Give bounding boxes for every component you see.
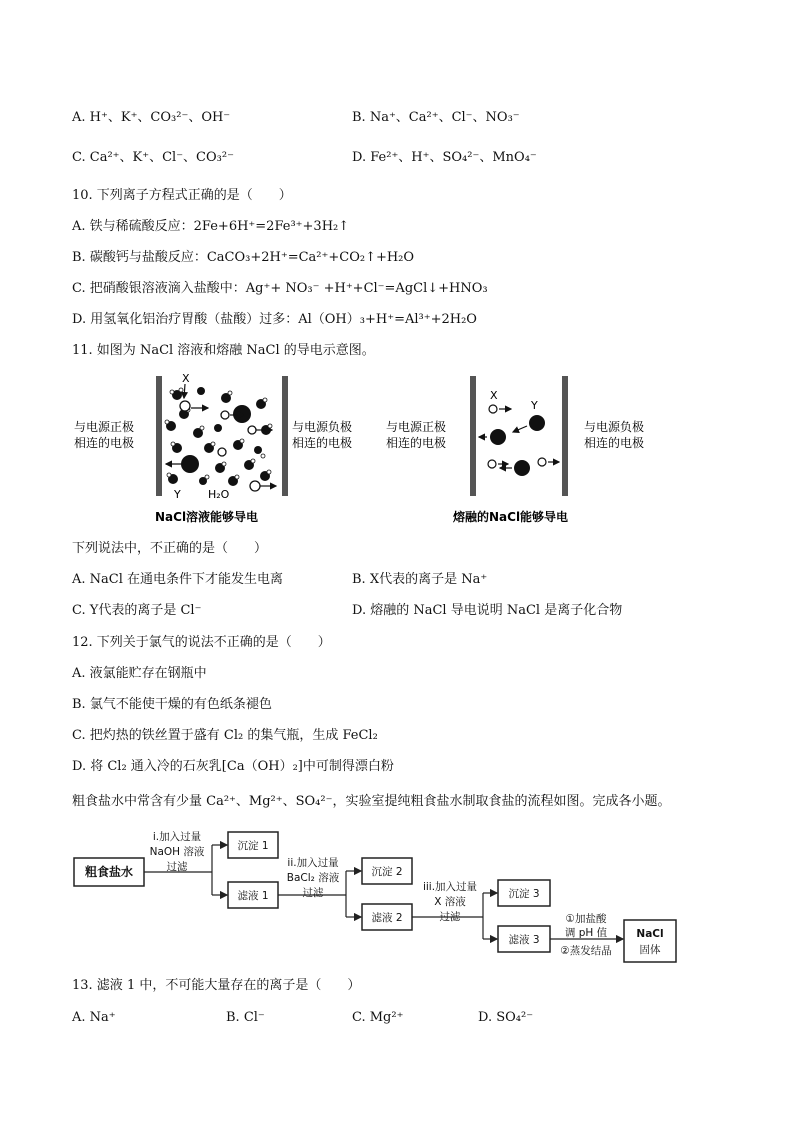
q13-stem: 13. 滤液 1 中，不可能大量存在的离子是（ ） bbox=[72, 978, 361, 993]
flow-step4-line1: ①加盐酸 bbox=[565, 913, 607, 925]
right-electrode bbox=[282, 376, 288, 496]
flow-step2-line3: 过滤 bbox=[302, 887, 324, 899]
q13-option-c: C. Mg²⁺ bbox=[352, 1010, 404, 1025]
q11-option-d: D. 熔融的 NaCl 导电说明 NaCl 是离子化合物 bbox=[352, 603, 623, 618]
q10-option-a: A. 铁与稀硫酸反应：2Fe+6H⁺=2Fe³⁺+3H₂↑ bbox=[72, 219, 350, 234]
flow-step2-line1: ii.加入过量 bbox=[287, 857, 339, 869]
caption-molten: 熔融的NaCl能够导电 bbox=[453, 510, 569, 524]
conductivity-figure bbox=[60, 368, 670, 528]
flow-step3-line1: iii.加入过量 bbox=[422, 881, 478, 893]
cation-3 bbox=[538, 458, 546, 466]
flow-step3-line3: 过滤 bbox=[439, 911, 461, 923]
q12-stem: 12. 下列关于氯气的说法不正确的是（ ） bbox=[72, 635, 331, 650]
q10-option-d: D. 用氢氧化铝治疗胃酸（盐酸）过多：Al（OH）₃+H⁺=Al³⁺+2H₂O bbox=[72, 312, 477, 327]
anion-3 bbox=[514, 460, 530, 476]
flow-precipitate-2: 沉淀 2 bbox=[371, 866, 403, 878]
label-x: X bbox=[182, 372, 190, 385]
flow-step3-line2: X 溶液 bbox=[434, 896, 466, 908]
flow-step1-line2: NaOH 溶液 bbox=[149, 846, 205, 858]
flow-end-line1: NaCl bbox=[636, 928, 664, 940]
q13-option-d: D. SO₄²⁻ bbox=[478, 1010, 534, 1025]
flow-end-line2: 固体 bbox=[639, 944, 661, 956]
q11-option-c: C. Y代表的离子是 Cl⁻ bbox=[72, 603, 202, 618]
flow-filtrate-2: 滤液 2 bbox=[371, 912, 403, 924]
molten-pos-label-2: 相连的电极 bbox=[386, 436, 447, 450]
q12-option-d: D. 将 Cl₂ 通入冷的石灰乳[Ca（OH）₂]中可制得漂白粉 bbox=[72, 759, 394, 774]
q11-ask: 下列说法中，不正确的是（ ） bbox=[72, 541, 268, 556]
q11-option-a: A. NaCl 在通电条件下才能发生电离 bbox=[72, 572, 284, 587]
label-water: H₂O bbox=[208, 488, 230, 501]
neg-electrode-label-2: 相连的电极 bbox=[292, 436, 353, 450]
label-y: Y bbox=[174, 488, 181, 501]
passage-intro: 粗食盐水中常含有少量 Ca²⁺、Mg²⁺、SO₄²⁻，实验室提纯粗食盐水制取食盐的流程如图。完成各小题。 bbox=[72, 794, 671, 809]
flow-step4-line3: ②蒸发结晶 bbox=[560, 945, 612, 957]
q12-option-c: C. 把灼热的铁丝置于盛有 Cl₂ 的集气瓶，生成 FeCl₂ bbox=[72, 728, 378, 743]
molten-right-electrode bbox=[562, 376, 568, 496]
flow-step4-line2: 调 pH 值 bbox=[564, 927, 608, 939]
flow-start: 粗食盐水 bbox=[84, 865, 134, 879]
flow-step2-line2: BaCl₂ 溶液 bbox=[286, 872, 340, 884]
q9-option-d: D. Fe²⁺、H⁺、SO₄²⁻、MnO₄⁻ bbox=[352, 150, 537, 165]
anion-2 bbox=[490, 429, 506, 445]
pos-electrode-label-1: 与电源正极 bbox=[74, 420, 135, 434]
solution-figure bbox=[74, 372, 352, 524]
q10-stem: 10. 下列离子方程式正确的是（ ） bbox=[72, 188, 292, 203]
molten-label-y: Y bbox=[531, 399, 538, 412]
q13-option-b: B. Cl⁻ bbox=[226, 1010, 265, 1025]
molten-pos-label-1: 与电源正极 bbox=[386, 420, 447, 434]
q9-option-c: C. Ca²⁺、K⁺、Cl⁻、CO₃²⁻ bbox=[72, 150, 234, 165]
molten-label-x: X bbox=[490, 389, 498, 402]
flow-precipitate-3: 沉淀 3 bbox=[508, 888, 540, 900]
flow-filtrate-1: 滤液 1 bbox=[237, 890, 269, 902]
pos-electrode-label-2: 相连的电极 bbox=[74, 436, 135, 450]
cation-2 bbox=[488, 460, 496, 468]
q11-option-b: B. X代表的离子是 Na⁺ bbox=[352, 572, 488, 587]
q9-option-a: A. H⁺、K⁺、CO₃²⁻、OH⁻ bbox=[72, 110, 231, 125]
purification-flowchart bbox=[70, 826, 690, 966]
molten-left-electrode bbox=[470, 376, 476, 496]
anion-1 bbox=[529, 415, 545, 431]
neg-electrode-label-1: 与电源负极 bbox=[292, 420, 353, 434]
q12-option-b: B. 氯气不能使干燥的有色纸条褪色 bbox=[72, 697, 272, 712]
flow-filtrate-3: 滤液 3 bbox=[508, 934, 540, 946]
molten-neg-label-2: 相连的电极 bbox=[584, 436, 645, 450]
cation-1 bbox=[489, 405, 497, 413]
flow-step1-line1: i.加入过量 bbox=[152, 831, 202, 843]
q10-option-b: B. 碳酸钙与盐酸反应：CaCO₃+2H⁺=Ca²⁺+CO₂↑+H₂O bbox=[72, 250, 415, 265]
q13-option-a: A. Na⁺ bbox=[72, 1010, 116, 1025]
flow-precipitate-1: 沉淀 1 bbox=[237, 840, 269, 852]
flow-step1-line3: 过滤 bbox=[166, 861, 188, 873]
left-electrode bbox=[156, 376, 162, 496]
q12-option-a: A. 液氯能贮存在钢瓶中 bbox=[72, 666, 207, 681]
caption-solution: NaCl溶液能够导电 bbox=[155, 510, 259, 524]
q9-option-b: B. Na⁺、Ca²⁺、Cl⁻、NO₃⁻ bbox=[352, 110, 520, 125]
molten-figure bbox=[386, 376, 644, 524]
q10-option-c: C. 把硝酸银溶液滴入盐酸中：Ag⁺+ NO₃⁻ +H⁺+Cl⁻=AgCl↓+HNO₃ bbox=[72, 281, 488, 296]
molten-neg-label-1: 与电源负极 bbox=[584, 420, 645, 434]
q11-stem: 11. 如图为 NaCl 溶液和熔融 NaCl 的导电示意图。 bbox=[72, 343, 375, 358]
